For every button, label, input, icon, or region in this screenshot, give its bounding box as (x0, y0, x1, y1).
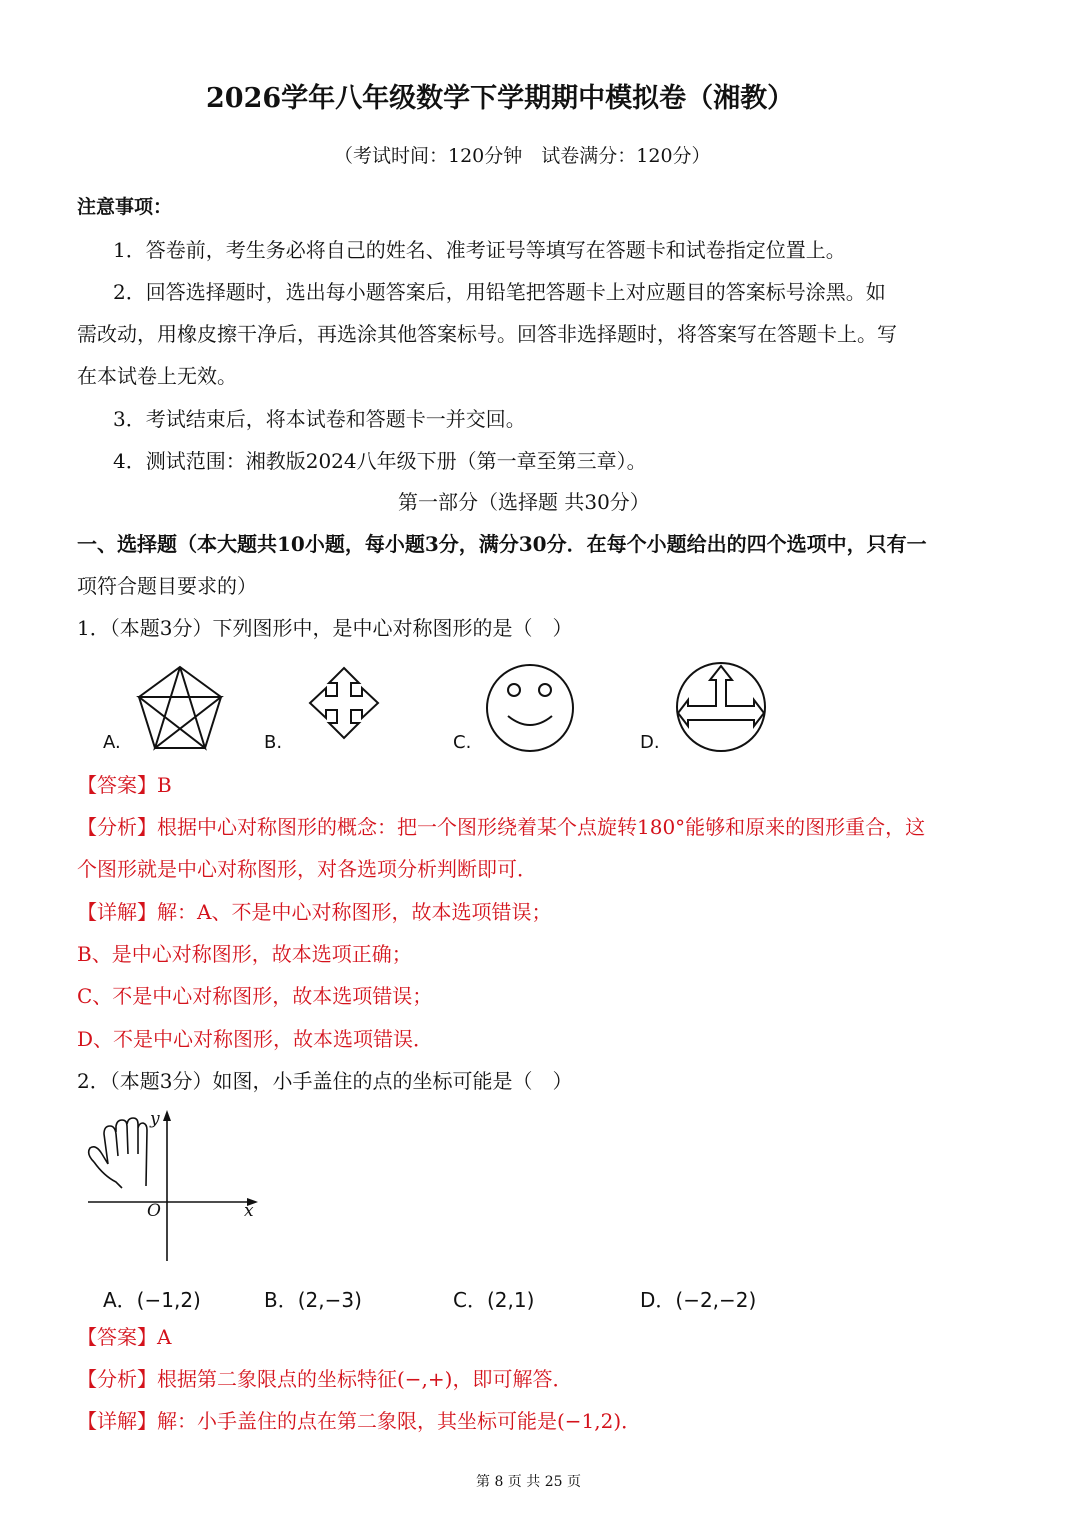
notice-item-3: 3．考试结束后，将本试卷和答题卡一并交回。 (113, 407, 526, 431)
q2-option-a: A．(−1,2) (103, 1288, 201, 1312)
q2-answer: 【答案】A (77, 1325, 172, 1349)
q2-option-d: D．(−2,−2) (640, 1288, 757, 1312)
q1-option-a-label: A. (103, 732, 121, 753)
q1-option-c-smiley-figure (484, 662, 576, 754)
notice-item-1: 1．答卷前，考生务必将自己的姓名、准考证号等填写在答题卡和试卷指定位置上。 (113, 238, 846, 262)
q2-analysis: 【分析】根据第二象限点的坐标特征(−,+)，即可解答． (77, 1367, 573, 1391)
q1-answer: 【答案】B (77, 773, 172, 797)
q2-origin-label: O (147, 1201, 161, 1221)
q1-option-b-arrows-figure (296, 656, 392, 750)
q1-analysis-cont: 个图形就是中心对称图形，对各选项分析判断即可． (77, 857, 537, 881)
q1-detail-c: C、不是中心对称图形，故本选项错误； (77, 984, 433, 1008)
notice-item-2: 2．回答选择题时，选出每小题答案后，用铅笔把答题卡上对应题目的答案标号涂黑。如 (113, 280, 886, 304)
section-heading: 一、选择题（本大题共10小题，每小题3分，满分30分．在每个小题给出的四个选项中，只有一 (77, 532, 927, 556)
notice-heading: 注意事项： (77, 196, 173, 218)
question-1-stem: 1．（本题3分）下列图形中，是中心对称图形的是（ ） (77, 616, 573, 640)
section-heading-cont: 项符合题目要求的） (77, 574, 257, 598)
q1-option-d-label: D. (640, 732, 660, 753)
q2-detail: 【详解】解：小手盖住的点在第二象限，其坐标可能是(−1,2)． (77, 1409, 642, 1433)
q1-option-b-label: B. (264, 732, 283, 753)
notice-item-2-cont2: 在本试卷上无效。 (77, 364, 237, 388)
q1-detail-b: B、是中心对称图形，故本选项正确； (77, 942, 412, 966)
page-number: 第 8 页 共 25 页 (476, 1474, 581, 1490)
q1-detail: 【详解】解：A、不是中心对称图形，故本选项错误； (77, 900, 552, 924)
q2-option-b: B．(2,−3) (264, 1288, 362, 1312)
q1-analysis: 【分析】根据中心对称图形的概念：把一个图形绕着某个点旋转180°能够和原来的图形重合，这 (77, 815, 926, 839)
q2-option-c: C．(2,1) (453, 1288, 535, 1312)
q2-coordinate-figure (80, 1106, 270, 1266)
page-title: 2026学年八年级数学下学期期中模拟卷（湘教） (206, 83, 795, 114)
part-heading: 第一部分（选择题 共30分） (398, 490, 650, 514)
q2-y-axis-label: y (150, 1109, 160, 1129)
q1-option-d-circle-arrows-figure (674, 660, 768, 754)
q2-x-axis-label: x (244, 1201, 254, 1221)
notice-item-4: 4．测试范围：湘教版2024八年级下册（第一章至第三章）。 (113, 449, 647, 473)
q1-option-c-label: C. (453, 732, 472, 753)
notice-item-2-cont: 需改动，用橡皮擦干净后，再选涂其他答案标号。回答非选择题时，将答案写在答题卡上。写 (77, 322, 897, 346)
q1-detail-d: D、不是中心对称图形，故本选项错误． (77, 1027, 434, 1051)
question-2-stem: 2．（本题3分）如图，小手盖住的点的坐标可能是（ ） (77, 1069, 573, 1093)
exam-info: （考试时间：120分钟 试卷满分：120分） (334, 145, 711, 167)
q1-option-a-pentagon-figure (135, 664, 225, 752)
